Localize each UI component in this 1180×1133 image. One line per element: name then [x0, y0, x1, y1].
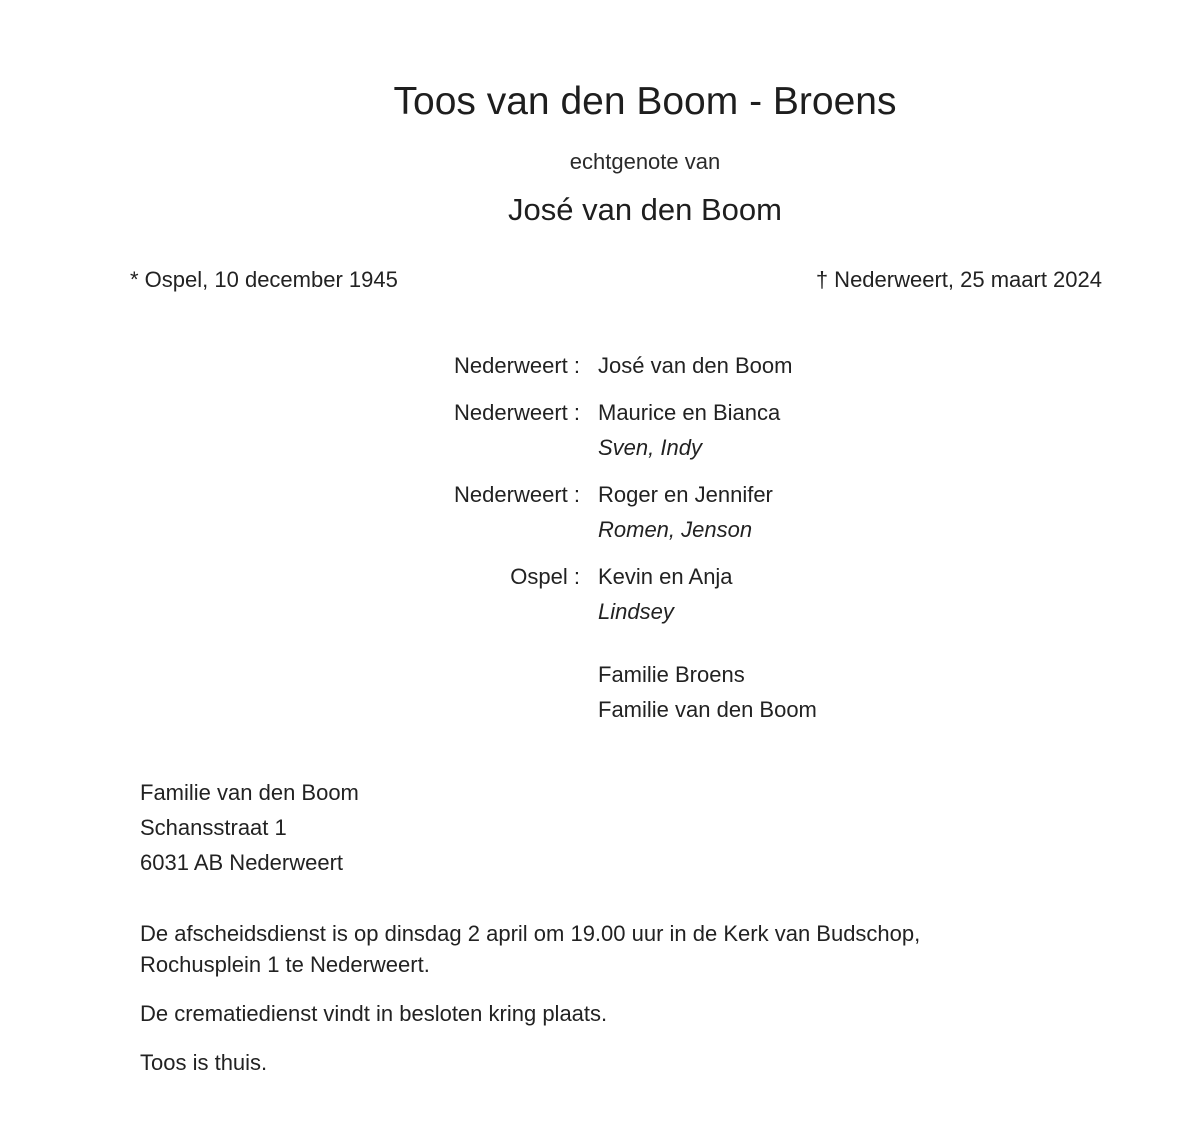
- relation-text: echtgenote van: [569, 149, 721, 174]
- service-line: De afscheidsdienst is op dinsdag 2 april om 19.00 uur in de Kerk van Budschop,: [140, 921, 921, 946]
- extended-family-item: Familie van den Boom: [598, 697, 817, 722]
- death-date: † Nederweert, 25 maart 2024: [815, 267, 1102, 292]
- family-entry: [0, 559, 1180, 629]
- family-children: Sven, Indy: [598, 435, 702, 460]
- family-place: Nederweert :: [454, 400, 580, 425]
- service-line: Rochusplein 1 te Nederweert.: [140, 952, 430, 977]
- family-names: Roger en Jennifer: [598, 482, 773, 507]
- home-note: Toos is thuis.: [140, 1050, 268, 1075]
- family-names: José van den Boom: [598, 353, 793, 378]
- spouse-name: José van den Boom: [507, 192, 782, 227]
- deceased-name: Toos van den Boom - Broens: [393, 80, 897, 123]
- address-line: Schansstraat 1: [140, 815, 287, 840]
- correspondence-address: [140, 775, 359, 880]
- service-note: [140, 918, 1100, 980]
- family-entry: [0, 348, 1180, 383]
- family-children: Lindsey: [598, 599, 674, 624]
- birth-date: * Ospel, 10 december 1945: [130, 267, 398, 292]
- extended-family: [0, 657, 1180, 727]
- family-names: Maurice en Bianca: [598, 400, 781, 425]
- notices: [140, 918, 1100, 1078]
- family-list: [0, 348, 1180, 727]
- family-children: Romen, Jenson: [598, 517, 753, 542]
- address-line: 6031 AB Nederweert: [140, 850, 344, 875]
- extended-family-item: Familie Broens: [598, 662, 745, 687]
- family-entry: [0, 477, 1180, 547]
- family-place: Ospel :: [510, 564, 580, 589]
- family-names: Kevin en Anja: [598, 564, 733, 589]
- address-line: Familie van den Boom: [140, 780, 359, 805]
- family-place: Nederweert :: [454, 482, 580, 507]
- family-place: Nederweert :: [454, 353, 580, 378]
- family-entry: [0, 395, 1180, 465]
- cremation-note: De crematiedienst vindt in besloten kring plaats.: [140, 1001, 608, 1026]
